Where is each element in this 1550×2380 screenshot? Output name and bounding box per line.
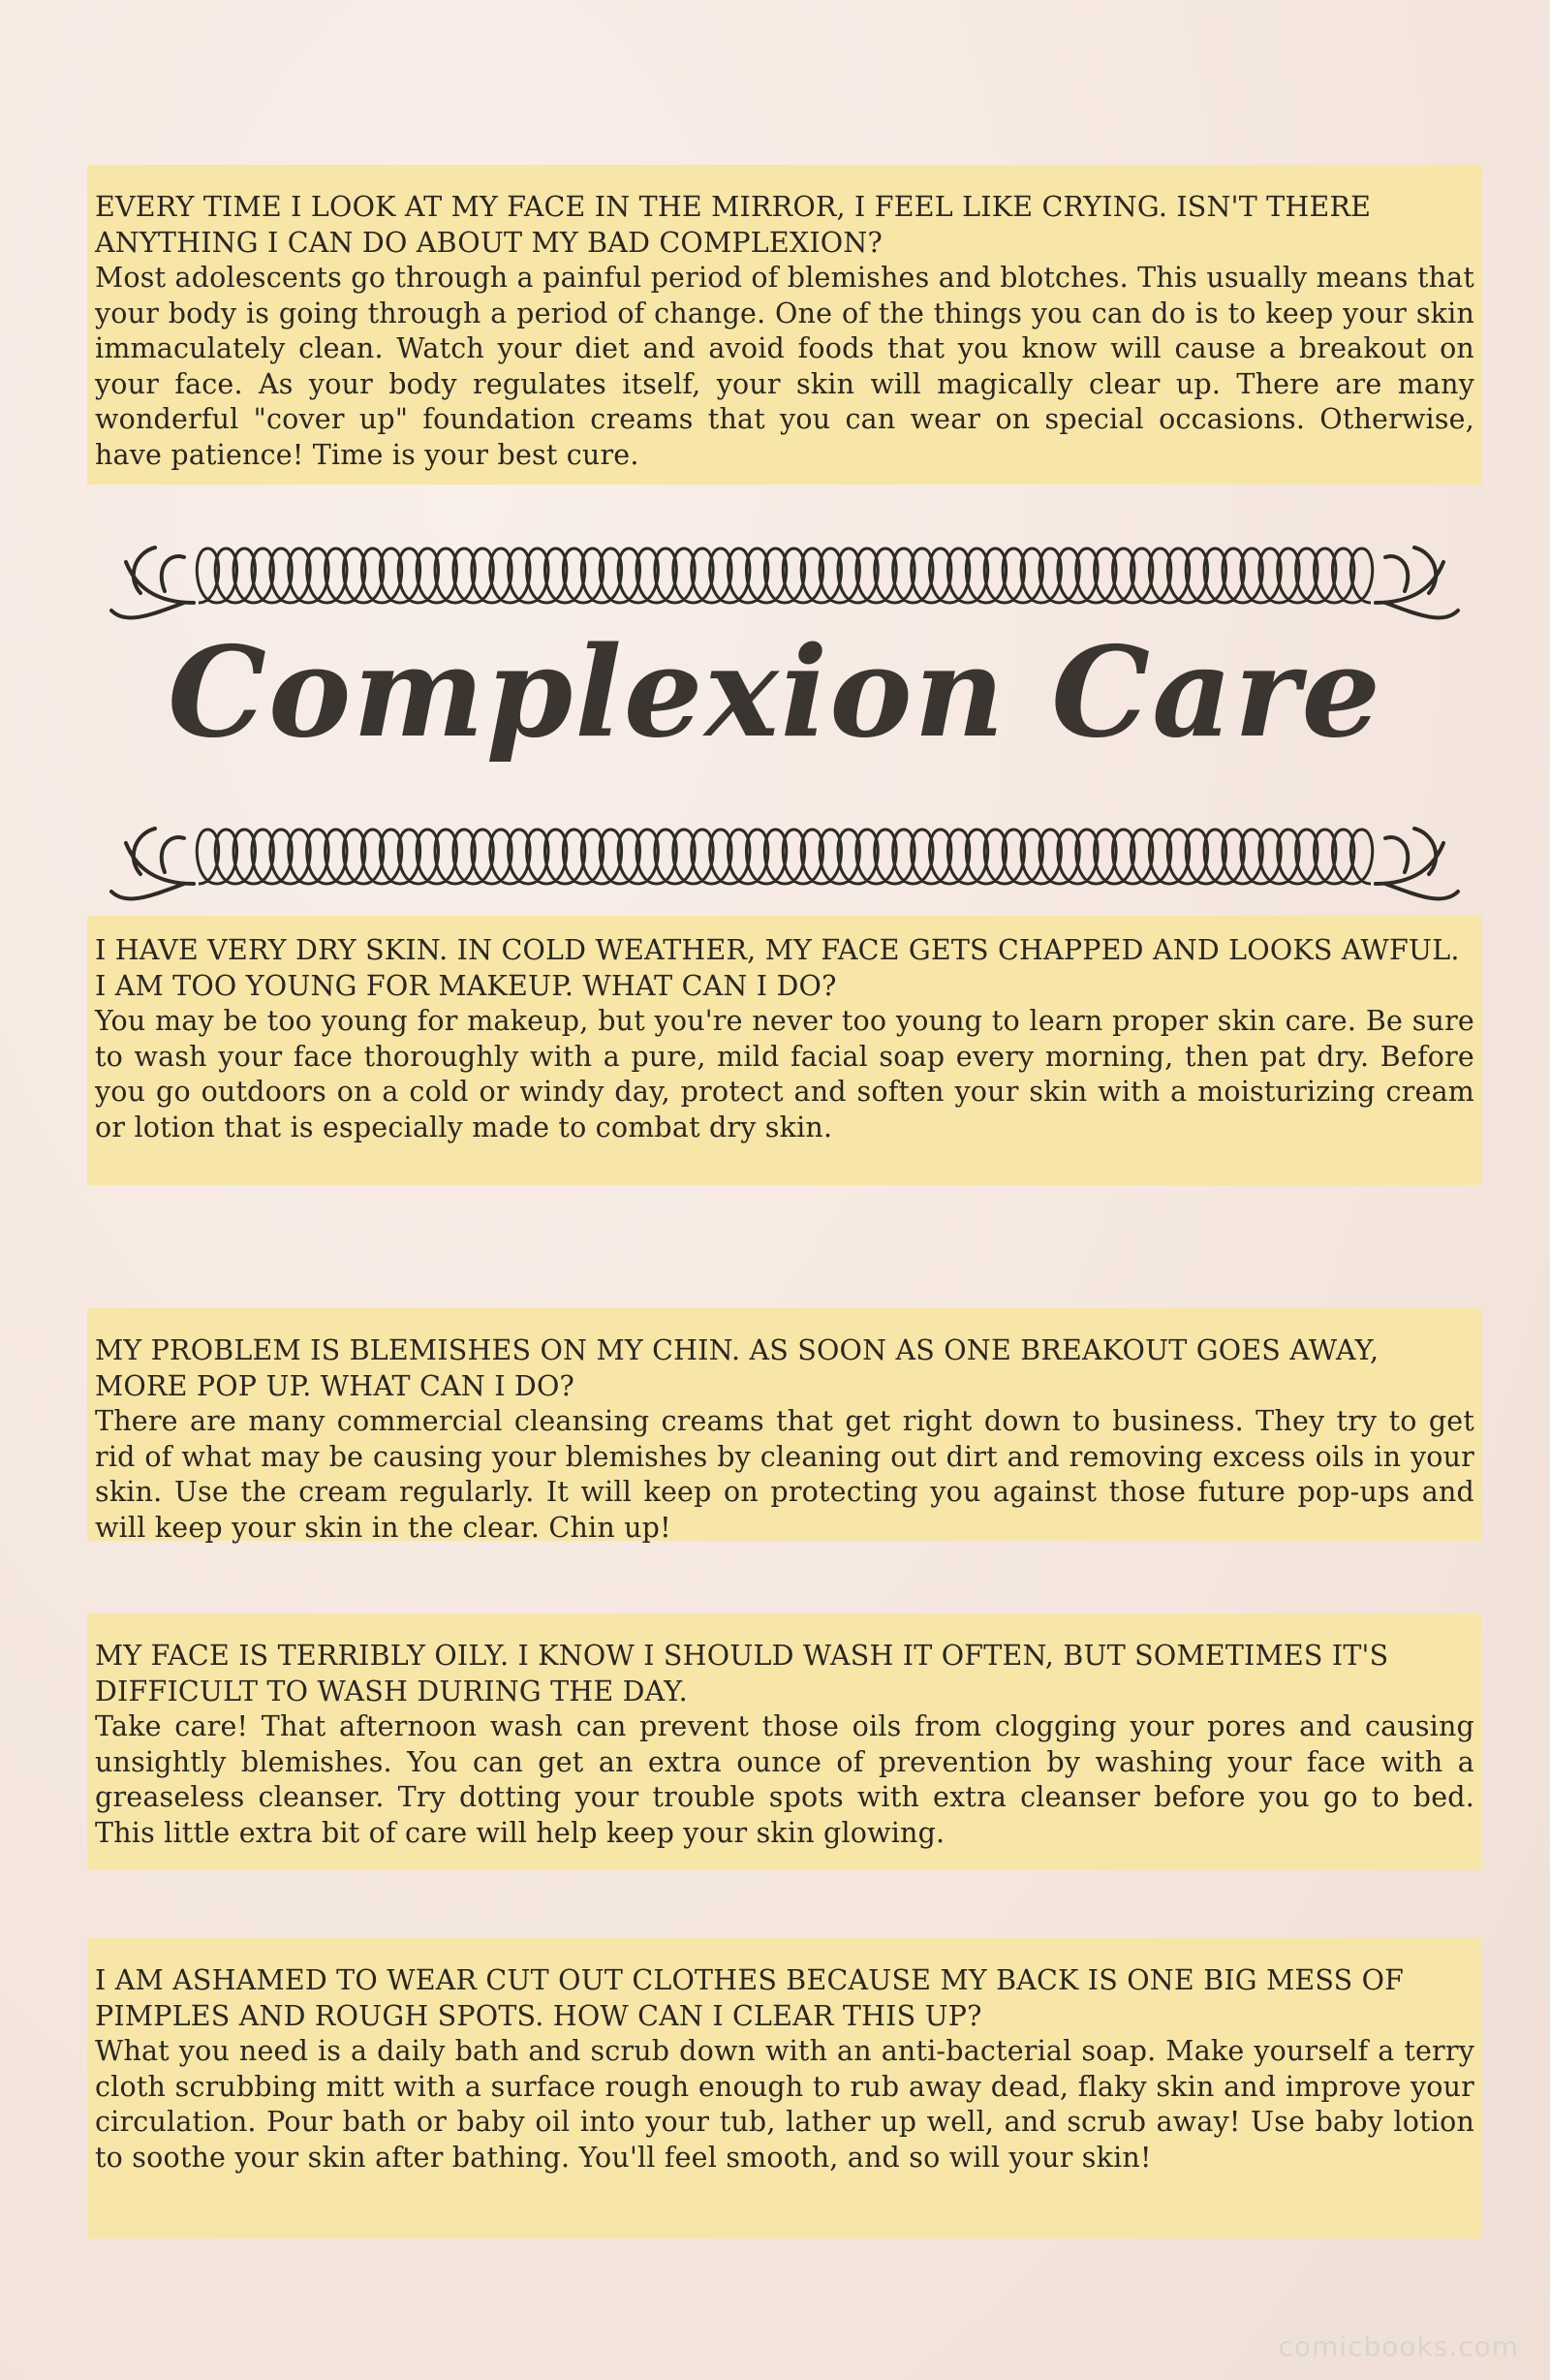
page-title: Complexion Care bbox=[168, 620, 1382, 766]
question-text: I AM ASHAMED TO WEAR CUT OUT CLOTHES BECAUSE MY BACK IS ONE BIG MESS OF PIMPLES AND ROUGH SPOTS. HOW CAN I CLEAR THIS UP? bbox=[95, 1964, 1405, 2032]
question-text: MY FACE IS TERRIBLY OILY. I KNOW I SHOULD WASH IT OFTEN, BUT SOMETIMES IT'S DIFFICULT TO WASH DURING THE DAY. bbox=[95, 1640, 1389, 1707]
watermark: comicbooks.com bbox=[1278, 2331, 1519, 2363]
decorative-flourish-top bbox=[107, 528, 1463, 635]
flourish-leaf-right bbox=[1376, 829, 1458, 899]
qa-section-back-pimples bbox=[87, 1938, 1482, 2239]
qa-section-chin-blemishes bbox=[87, 1308, 1482, 1544]
qa-section-dry-skin bbox=[87, 916, 1482, 1185]
question-text: I HAVE VERY DRY SKIN. IN COLD WEATHER, MY FACE GETS CHAPPED AND LOOKS AWFUL. I AM TOO YOUNG FOR MAKEUP. WHAT CAN I DO? bbox=[95, 934, 1460, 1002]
question-text: MY PROBLEM IS BLEMISHES ON MY CHIN. AS SOON AS ONE BREAKOUT GOES AWAY, MORE POP UP. WHAT CAN I DO? bbox=[95, 1334, 1380, 1402]
answer-text: Most adolescents go through a painful period of blemishes and blotches. This usually means that your body is going through a period of change. One of the things you can do is to keep your skin immaculately clean. Watch your diet and avoid foods that you know will cause a breakout on your face. As your body regulates itself, your skin will magically clear up. There are many wonderful "cover up" foundation creams that you can wear on special occasions. Otherwise, have patience! Time is your best cure. bbox=[95, 262, 1474, 471]
answer-text: Take care! That afternoon wash can prevent those oils from clogging your pores and causing unsightly blemishes. You can get an extra ounce of prevention by washing your face with a greaseless cleanser. Try dotting your trouble spots with extra cleanser before you go to bed. This little extra bit of care will help keep your skin glowing. bbox=[95, 1710, 1474, 1849]
flourish-leaf-left bbox=[111, 829, 194, 899]
decorative-flourish-bottom bbox=[107, 809, 1463, 916]
qa-section-dry-complexion bbox=[87, 165, 1482, 485]
question-text: EVERY TIME I LOOK AT MY FACE IN THE MIRROR, I FEEL LIKE CRYING. ISN'T THERE ANYTHING I CAN DO ABOUT MY BAD COMPLEXION? bbox=[95, 191, 1372, 259]
flourish-leaf-right bbox=[1376, 548, 1458, 618]
flourish-loops bbox=[197, 548, 1372, 603]
answer-text: There are many commercial cleansing creams that get right down to business. They try to get rid of what may be causing your blemishes by cleaning out dirt and removing excess oils in your skin. Use the cream regularly. It will keep on protecting you against those future pop-ups and will keep your skin in the clear. Chin up! bbox=[95, 1405, 1474, 1544]
answer-text: What you need is a daily bath and scrub down with an anti-bacterial soap. Make yourself a terry cloth scrubbing mitt with a surface rough enough to rub away dead, flaky skin and improve your circulation. Pour bath or baby oil into your tub, lather up well, and scrub away! Use baby lotion to soothe your skin after bathing. You'll feel smooth, and so will your skin! bbox=[95, 2035, 1474, 2174]
flourish-leaf-left bbox=[111, 548, 194, 618]
flourish-loops bbox=[197, 830, 1372, 884]
qa-section-oily-skin bbox=[87, 1613, 1482, 1870]
answer-text: You may be too young for makeup, but you're never too young to learn proper skin care. Be sure to wash your face thoroughly with a pure, mild facial soap every morning, then pat dry. Before you go outdoors on a cold or windy day, protect and soften your skin with a moisturizing cream or lotion that is especially made to combat dry skin. bbox=[95, 1005, 1474, 1143]
